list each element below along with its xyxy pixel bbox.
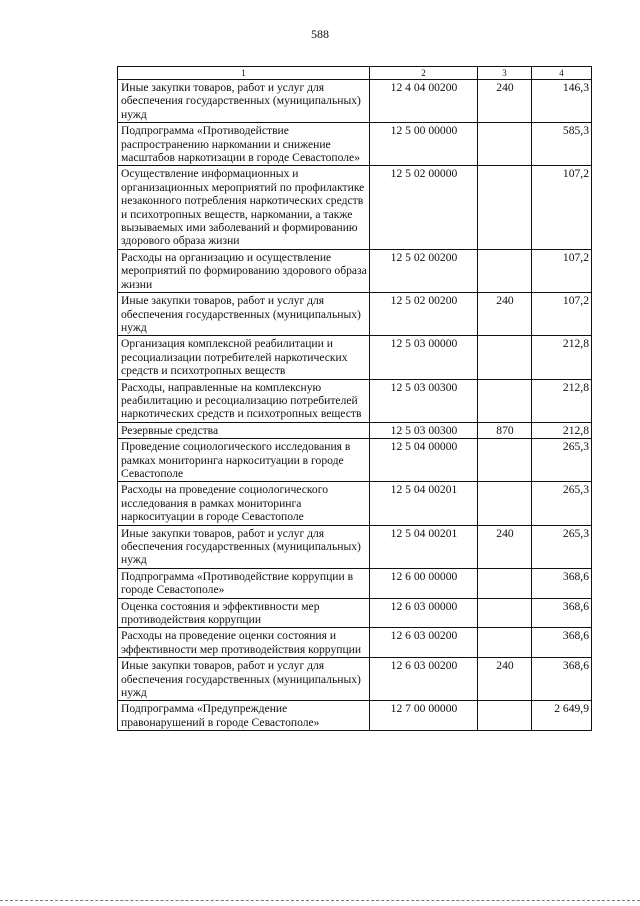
table-row: [118, 336, 592, 379]
row-code-cell: 12 5 04 00201: [370, 482, 478, 525]
table-row: [118, 598, 592, 628]
row-code-cell: 12 6 03 00000: [370, 598, 478, 628]
table-row: [118, 293, 592, 336]
row-type-cell: 240: [478, 525, 532, 568]
header-col-3: 3: [478, 67, 532, 80]
scan-edge-divider: [0, 900, 640, 901]
row-amount-cell: 368,6: [532, 628, 592, 658]
row-type-cell: [478, 123, 532, 166]
table-row: [118, 482, 592, 525]
row-type-cell: [478, 379, 532, 422]
row-type-cell: 240: [478, 80, 532, 123]
row-code-cell: 12 5 02 00200: [370, 293, 478, 336]
row-code-cell: 12 5 03 00000: [370, 336, 478, 379]
row-amount-cell: 265,3: [532, 439, 592, 482]
row-type-cell: [478, 439, 532, 482]
row-name-cell: Резервные средства: [118, 422, 370, 438]
row-name-cell: Организация комплексной реабилитации и ресоциализации потребителей наркотических средств и психотропных веществ: [118, 336, 370, 379]
row-code-cell: 12 5 03 00300: [370, 379, 478, 422]
row-type-cell: 240: [478, 658, 532, 701]
row-name-cell: Осуществление информационных и организационных мероприятий по профилактике незаконного потребления наркотических средств и психотропных веществ, наркомании, а также вызываемых ими заболеваний и формированию здорового образа жизни: [118, 166, 370, 249]
table-body: [118, 80, 592, 731]
row-amount-cell: 107,2: [532, 249, 592, 292]
row-code-cell: 12 5 04 00000: [370, 439, 478, 482]
table-row: [118, 123, 592, 166]
row-code-cell: 12 7 00 00000: [370, 701, 478, 731]
row-type-cell: 870: [478, 422, 532, 438]
row-type-cell: [478, 598, 532, 628]
row-amount-cell: 146,3: [532, 80, 592, 123]
page-number: 588: [311, 27, 329, 41]
header-col-1: 1: [118, 67, 370, 80]
table-row: [118, 658, 592, 701]
row-amount-cell: 107,2: [532, 166, 592, 249]
row-name-cell: Расходы, направленные на комплексную реабилитацию и ресоциализацию потребителей наркотических средств и психотропных веществ: [118, 379, 370, 422]
row-type-cell: 240: [478, 293, 532, 336]
row-code-cell: 12 5 04 00201: [370, 525, 478, 568]
table-row: [118, 249, 592, 292]
table-row: [118, 628, 592, 658]
row-code-cell: 12 5 02 00200: [370, 249, 478, 292]
row-amount-cell: 212,8: [532, 379, 592, 422]
row-name-cell: Расходы на проведение оценки состояния и эффективности мер противодействия коррупции: [118, 628, 370, 658]
table-row: [118, 568, 592, 598]
row-type-cell: [478, 628, 532, 658]
table-row: [118, 439, 592, 482]
row-amount-cell: 212,8: [532, 336, 592, 379]
row-type-cell: [478, 249, 532, 292]
row-name-cell: Расходы на проведение социологического исследования в рамках мониторинга наркоситуации в городе Севастополе: [118, 482, 370, 525]
row-name-cell: Иные закупки товаров, работ и услуг для обеспечения государственных (муниципальных) нужд: [118, 80, 370, 123]
row-name-cell: Подпрограмма «Противодействие коррупции в городе Севастополе»: [118, 568, 370, 598]
row-code-cell: 12 6 03 00200: [370, 628, 478, 658]
row-amount-cell: 265,3: [532, 525, 592, 568]
row-amount-cell: 368,6: [532, 598, 592, 628]
header-row: [118, 67, 592, 80]
row-type-cell: [478, 166, 532, 249]
header-col-2: 2: [370, 67, 478, 80]
row-type-cell: [478, 336, 532, 379]
row-name-cell: Подпрограмма «Предупреждение правонарушений в городе Севастополе»: [118, 701, 370, 731]
row-name-cell: Оценка состояния и эффективности мер противодействия коррупции: [118, 598, 370, 628]
table-row: [118, 379, 592, 422]
row-name-cell: Проведение социологического исследования в рамках мониторинга наркоситуации в городе Севастополе: [118, 439, 370, 482]
table-row: [118, 701, 592, 731]
row-name-cell: Иные закупки товаров, работ и услуг для обеспечения государственных (муниципальных) нужд: [118, 525, 370, 568]
row-code-cell: 12 6 03 00200: [370, 658, 478, 701]
row-code-cell: 12 6 00 00000: [370, 568, 478, 598]
row-type-cell: [478, 701, 532, 731]
table-row: [118, 166, 592, 249]
row-code-cell: 12 5 03 00300: [370, 422, 478, 438]
row-amount-cell: 2 649,9: [532, 701, 592, 731]
row-type-cell: [478, 482, 532, 525]
row-code-cell: 12 5 00 00000: [370, 123, 478, 166]
row-amount-cell: 265,3: [532, 482, 592, 525]
row-name-cell: Иные закупки товаров, работ и услуг для обеспечения государственных (муниципальных) нужд: [118, 658, 370, 701]
table-row: [118, 525, 592, 568]
budget-table: [117, 66, 592, 731]
row-type-cell: [478, 568, 532, 598]
row-amount-cell: 368,6: [532, 568, 592, 598]
row-amount-cell: 212,8: [532, 422, 592, 438]
row-name-cell: Иные закупки товаров, работ и услуг для обеспечения государственных (муниципальных) нужд: [118, 293, 370, 336]
row-code-cell: 12 4 04 00200: [370, 80, 478, 123]
row-name-cell: Подпрограмма «Противодействие распространению наркомании и снижение масштабов наркотизации в городе Севастополе»: [118, 123, 370, 166]
header-col-4: 4: [532, 67, 592, 80]
row-amount-cell: 368,6: [532, 658, 592, 701]
row-name-cell: Расходы на организацию и осуществление мероприятий по формированию здорового образа жизни: [118, 249, 370, 292]
row-amount-cell: 585,3: [532, 123, 592, 166]
row-code-cell: 12 5 02 00000: [370, 166, 478, 249]
table-row: [118, 80, 592, 123]
table-row: [118, 422, 592, 438]
row-amount-cell: 107,2: [532, 293, 592, 336]
